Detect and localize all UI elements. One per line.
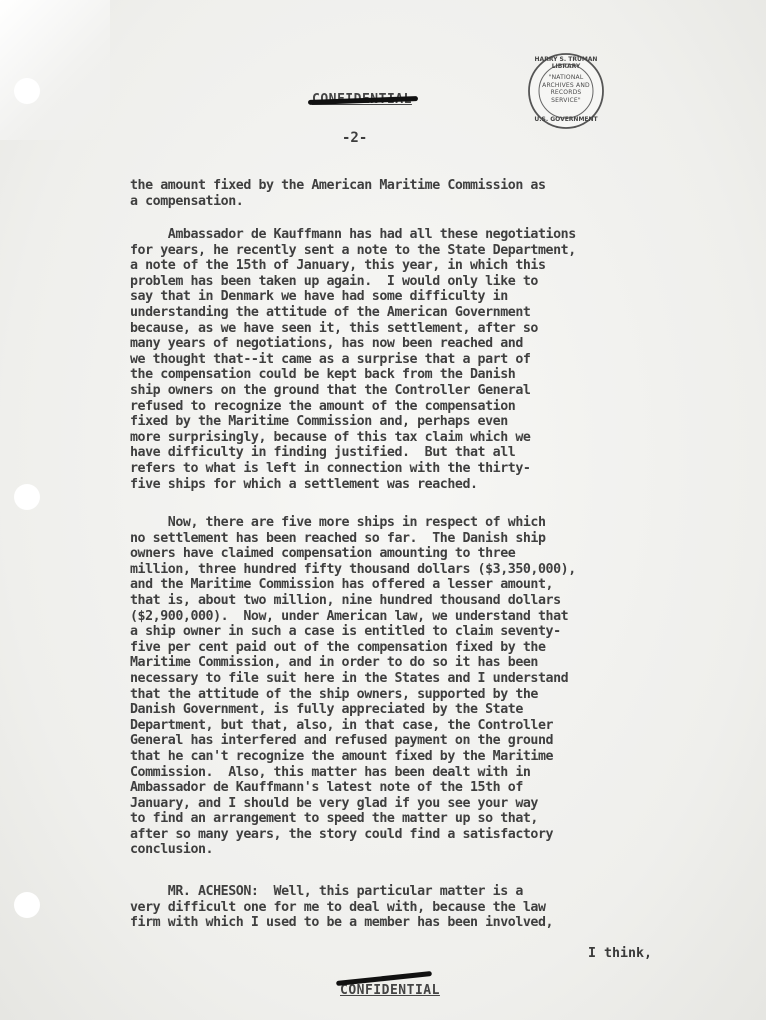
text-line: Danish Government, is fully appreciated by the State [130, 702, 523, 718]
text-line: that is, about two million, nine hundred thousand dollars [130, 592, 561, 608]
text-line: refers to what is left in connection with the thirty- [130, 460, 531, 476]
text-line: Department, but that, also, in that case, the Controller [130, 717, 554, 733]
text-line: Ambassador de Kauffmann has had all these negotiations [130, 227, 576, 242]
text-line: that he can't recognize the amount fixed by the Maritime [130, 748, 554, 764]
text-line: MR. ACHESON: Well, this particular matter is a [130, 884, 523, 899]
stamp-arc-top: HARRY S. TRUMAN LIBRARY [534, 56, 598, 70]
text-line: a ship owner in such a case is entitled to claim seventy- [130, 624, 561, 640]
text-line: ($2,900,000). Now, under American law, we understand that [130, 608, 569, 624]
text-line: Maritime Commission, and in order to do so it has been [130, 655, 538, 671]
text-line: understanding the attitude of the American Government [130, 304, 531, 320]
text-line: that the attitude of the ship owners, supported by the [130, 686, 538, 702]
paragraph [130, 515, 680, 858]
text-line: to find an arrangement to speed the matter up so that, [130, 811, 538, 827]
paragraph [130, 178, 680, 209]
text-line: a compensation. [130, 193, 244, 209]
continuation-catchword: I think, [588, 946, 653, 961]
punch-hole [14, 892, 40, 918]
folded-corner [0, 0, 110, 140]
text-line: January, and I should be very glad if you see your way [130, 795, 538, 811]
punch-hole [14, 78, 40, 104]
classification-bottom: CONFIDENTIAL [340, 983, 440, 998]
text-line: many years of negotiations, has now been reached and [130, 336, 523, 352]
stamp-arc-bottom: U.S. GOVERNMENT [534, 116, 598, 123]
text-line: million, three hundred fifty thousand dollars ($3,350,000), [130, 561, 576, 577]
text-line: after so many years, the story could find a satisfactory [130, 826, 554, 842]
archive-stamp [527, 52, 605, 130]
stamp-center-text: "NATIONAL ARCHIVES AND RECORDS SERVICE" [542, 74, 590, 104]
text-line: have difficulty in finding justified. But that all [130, 445, 516, 461]
text-line: ship owners on the ground that the Controller General [130, 382, 531, 398]
text-line: Now, there are five more ships in respect of which [130, 515, 546, 530]
paragraph [130, 884, 680, 931]
text-line: the amount fixed by the American Maritime Commission as [130, 178, 546, 193]
text-line: Commission. Also, this matter has been dealt with in [130, 764, 531, 780]
text-line: say that in Denmark we have had some difficulty in [130, 289, 508, 305]
text-line: the compensation could be kept back from the Danish [130, 367, 516, 383]
text-line: more surprisingly, because of this tax claim which we [130, 429, 531, 445]
page-number: -2- [342, 130, 368, 146]
text-line: no settlement has been reached so far. The Danish ship [130, 530, 546, 546]
text-line: and the Maritime Commission has offered a lesser amount, [130, 577, 554, 593]
text-line: General has interfered and refused payment on the ground [130, 733, 554, 749]
text-line: for years, he recently sent a note to the State Department, [130, 242, 576, 258]
text-line: five per cent paid out of the compensation fixed by the [130, 639, 546, 655]
text-line: fixed by the Maritime Commission and, perhaps even [130, 414, 508, 430]
text-line: Ambassador de Kauffmann's latest note of the 15th of [130, 780, 523, 796]
text-line: necessary to file suit here in the States and I understand [130, 670, 569, 686]
text-line: we thought that--it came as a surprise that a part of [130, 351, 531, 367]
text-line: firm with which I used to be a member has been involved, [130, 915, 554, 931]
text-line: because, as we have seen it, this settlement, after so [130, 320, 538, 336]
punch-hole [14, 484, 40, 510]
text-line: conclusion. [130, 842, 214, 858]
text-line: a note of the 15th of January, this year, in which this [130, 258, 546, 274]
text-line: owners have claimed compensation amounting to three [130, 546, 516, 562]
text-line: refused to recognize the amount of the compensation [130, 398, 516, 414]
text-line: five ships for which a settlement was reached. [130, 476, 478, 492]
paragraph [130, 227, 680, 492]
text-line: problem has been taken up again. I would only like to [130, 273, 538, 289]
text-line: very difficult one for me to deal with, because the law [130, 899, 546, 915]
